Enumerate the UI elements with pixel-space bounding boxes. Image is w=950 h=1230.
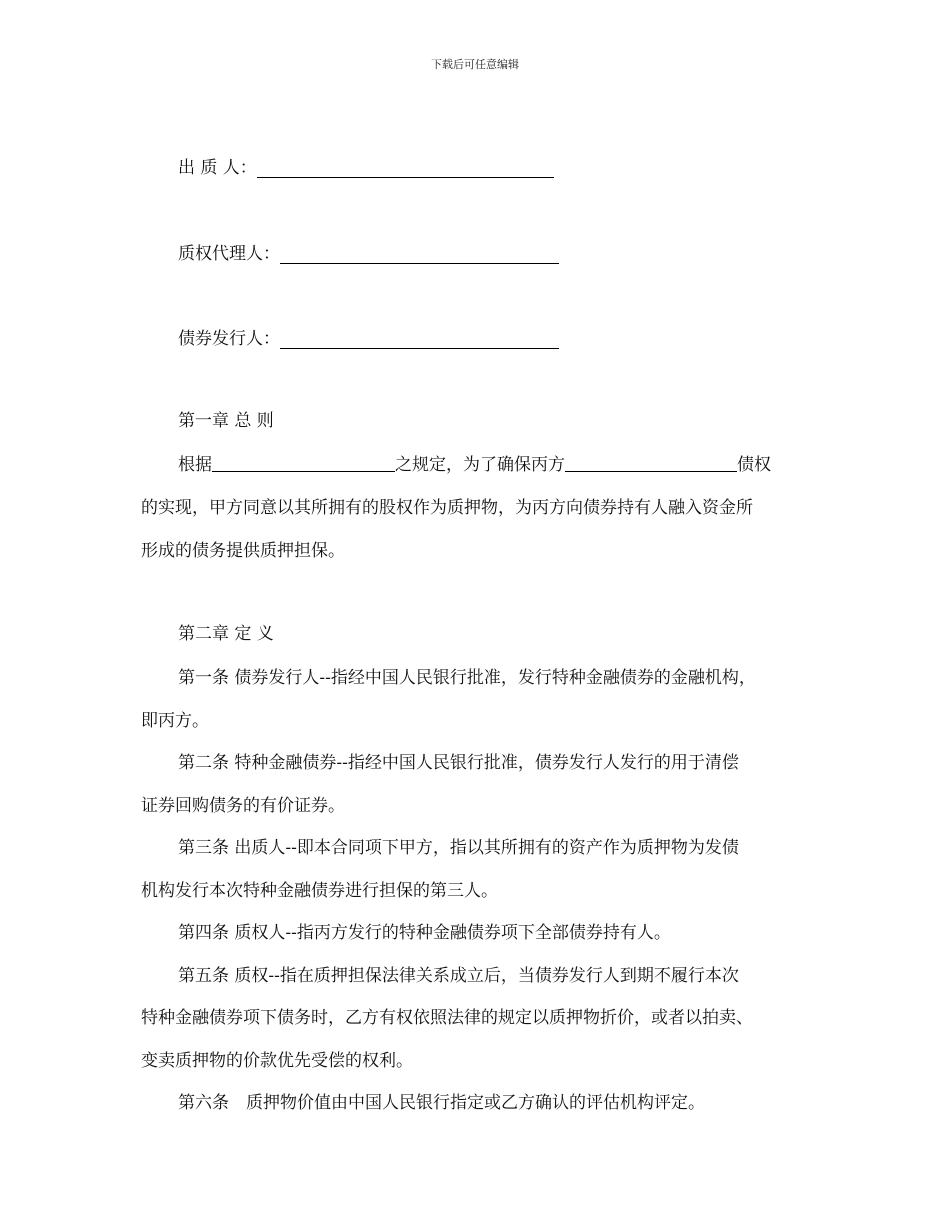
article5-line2: 特种金融债券项下债务时，乙方有权依照法律的规定以质押物折价，或者以拍卖、 xyxy=(141,1008,753,1028)
article2-line2: 证券回购债务的有价证券。 xyxy=(141,796,345,816)
page-header-note: 下载后可任意编辑 xyxy=(431,58,519,71)
issuer-blank[interactable] xyxy=(280,331,559,349)
article5-line1: 第五条 质权--指在质押担保法律关系成立后，当债券发行人到期不履行本次 xyxy=(178,966,739,986)
article6-line1: 第六条 质押物价值由中国人民银行指定或乙方确认的评估机构评定。 xyxy=(178,1093,705,1113)
regulation-blank[interactable] xyxy=(212,454,395,472)
para1-text-mid: 之规定，为了确保丙方 xyxy=(395,455,565,475)
pledgor-field xyxy=(178,154,554,178)
para1-text-start: 根据 xyxy=(178,455,212,475)
article1-line2: 即丙方。 xyxy=(141,711,209,731)
article1-line1: 第一条 债券发行人--指经中国人民银行批准，发行特种金融债券的金融机构， xyxy=(178,668,756,688)
chapter2-title: 第二章 定 义 xyxy=(178,624,274,644)
article3-line1: 第三条 出质人--即本合同项下甲方，指以其所拥有的资产作为质押物为发债 xyxy=(178,838,739,858)
creditor-blank[interactable] xyxy=(565,454,737,472)
issuer-label: 债券发行人： xyxy=(178,329,280,349)
chapter1-para1-line1 xyxy=(178,453,771,477)
agent-blank[interactable] xyxy=(280,246,559,264)
article2-line1: 第二条 特种金融债券--指经中国人民银行批准，债券发行人发行的用于清偿 xyxy=(178,753,739,773)
article4-line1: 第四条 质权人--指丙方发行的特种金融债券项下全部债券持有人。 xyxy=(178,923,671,943)
chapter1-para1-line3: 形成的债务提供质押担保。 xyxy=(141,541,345,561)
para1-text-end: 债权 xyxy=(737,455,771,475)
agent-label: 质权代理人： xyxy=(178,244,280,264)
article3-line2: 机构发行本次特种金融债券进行担保的第三人。 xyxy=(141,881,498,901)
issuer-field xyxy=(178,325,559,349)
pledgor-blank[interactable] xyxy=(257,160,554,178)
article5-line3: 变卖质押物的价款优先受偿的权利。 xyxy=(141,1051,413,1071)
agent-field xyxy=(178,240,559,264)
chapter1-title: 第一章 总 则 xyxy=(178,411,274,431)
pledgor-label: 出 质 人： xyxy=(178,158,257,178)
chapter1-para1-line2: 的实现，甲方同意以其所拥有的股权作为质押物，为丙方向债券持有人融入资金所 xyxy=(141,498,753,518)
